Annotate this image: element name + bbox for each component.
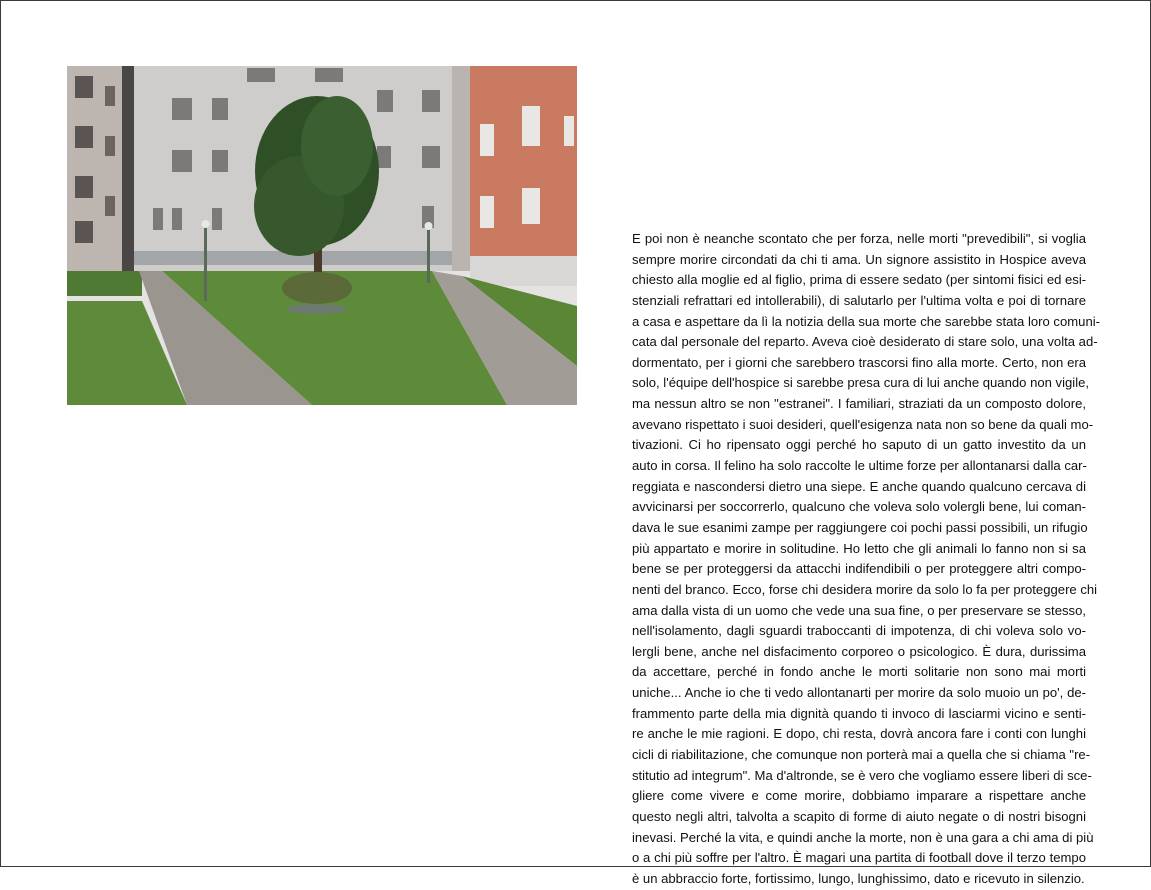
text-line: avevano rispettato i suoi desideri, quell'esigenza nata non so bene da quali mo- [632,416,1094,432]
text-line: inevasi. Perché la vita, e quindi anche la morte, non è una gara a chi ama di più [632,829,1094,845]
text-line: chiesto alla moglie ed al figlio, prima di essere sedato (per sintomi fisici ed esi- [632,272,1087,288]
text-line: è un abbraccio forte, fortissimo, lungo, lunghissimo, dato e ricevuto in silenzio. [632,870,1085,886]
text-line: cata dal personale del reparto. Aveva cioè desiderato di stare solo, una volta ad- [632,334,1098,350]
text-line: re anche le mie ragioni. E dopo, chi resta, dovrà ancora fare i conti con lunghi [632,726,1086,742]
text-line: o a chi più soffre per l'altro. È magari una partita di football dove il terzo tempo [632,850,1086,866]
text-line: sempre morire circondati da chi ti ama. Un signore assistito in Hospice aveva [632,251,1086,267]
text-line: nell'isolamento, dagli sguardi traboccanti di impotenza, di chi voleva solo vo- [632,623,1086,639]
text-line: dormentato, per i giorni che sarebbero trascorsi fino alla morte. Certo, non era [632,354,1086,370]
text-line: da accettare, perché in fondo anche le morti solitarie non sono mai morti [632,664,1086,680]
text-line: E poi non è neanche scontato che per forza, nelle morti "prevedibili", si voglia [632,231,1086,246]
text-line: bene se per proteggersi da attacchi indifendibili o per proteggere altri compo- [632,561,1086,577]
text-line: cicli di riabilitazione, che comunque non porterà mai a quella che si chiama "re- [632,747,1091,763]
text-line: ama dalla vista di un uomo che vede una sua fine, o per preservare se stesso, [632,602,1086,618]
text-line: nenti del branco. Ecco, forse chi desidera morire da solo lo fa per proteggere chi [632,581,1098,597]
text-line: solo, l'équipe dell'hospice si sarebbe presa cura di lui anche quando non vigile, [632,375,1090,391]
text-line: ma nessun altro se non "estranei". I familiari, straziati da un composto dolore, [632,396,1086,412]
courtyard-illustration [67,66,577,405]
text-line: a casa e aspettare da lì la notizia della sua morte che sarebbe stata loro comuni- [632,313,1100,329]
text-line: dava le sue esanimi zampe per raggiungere coi pochi passi possibili, un rifugio [632,519,1088,535]
text-line: stenziali refrattari ed intollerabili), di salutarlo per l'ultima volta e poi di tornare [632,292,1086,308]
text-line: auto in corsa. Il felino ha solo raccolte le ultime forze per allontanarsi dalla car- [632,458,1087,474]
text-line: questo negli altri, talvolta a scapito di forme di aiuto negate o di nostri bisogni [632,808,1086,824]
article-text [632,229,1100,890]
courtyard-photo [67,66,577,405]
text-line: tivazioni. Ci ho ripensato oggi perché ho saputo di un gatto investito da un [632,437,1086,453]
text-line: frammento parte della mia dignità quando ti invoco di lasciarmi vicino e senti- [632,705,1086,721]
text-line: gliere come vivere e come morire, dobbiamo imparare a rispettare anche [632,788,1086,804]
text-line: avvicinarsi per soccorrerlo, qualcuno che voleva solo volergli bene, lui coman- [632,499,1086,515]
text-line: reggiata e nascondersi dietro una siepe. E anche quando qualcuno cercava di [632,478,1086,494]
text-line: lergli bene, anche nel disfacimento corporeo o psicologico. È dura, durissima [632,643,1086,659]
text-line: più appartato e morire in solitudine. Ho letto che gli animali lo fanno non si sa [632,540,1086,556]
text-line: stitutio ad integrum". Ma d'altronde, se è vero che vogliamo essere liberi di sce- [632,767,1092,783]
text-line: uniche... Anche io che ti vedo allontanarti per morire da solo muoio un po', de- [632,685,1086,701]
